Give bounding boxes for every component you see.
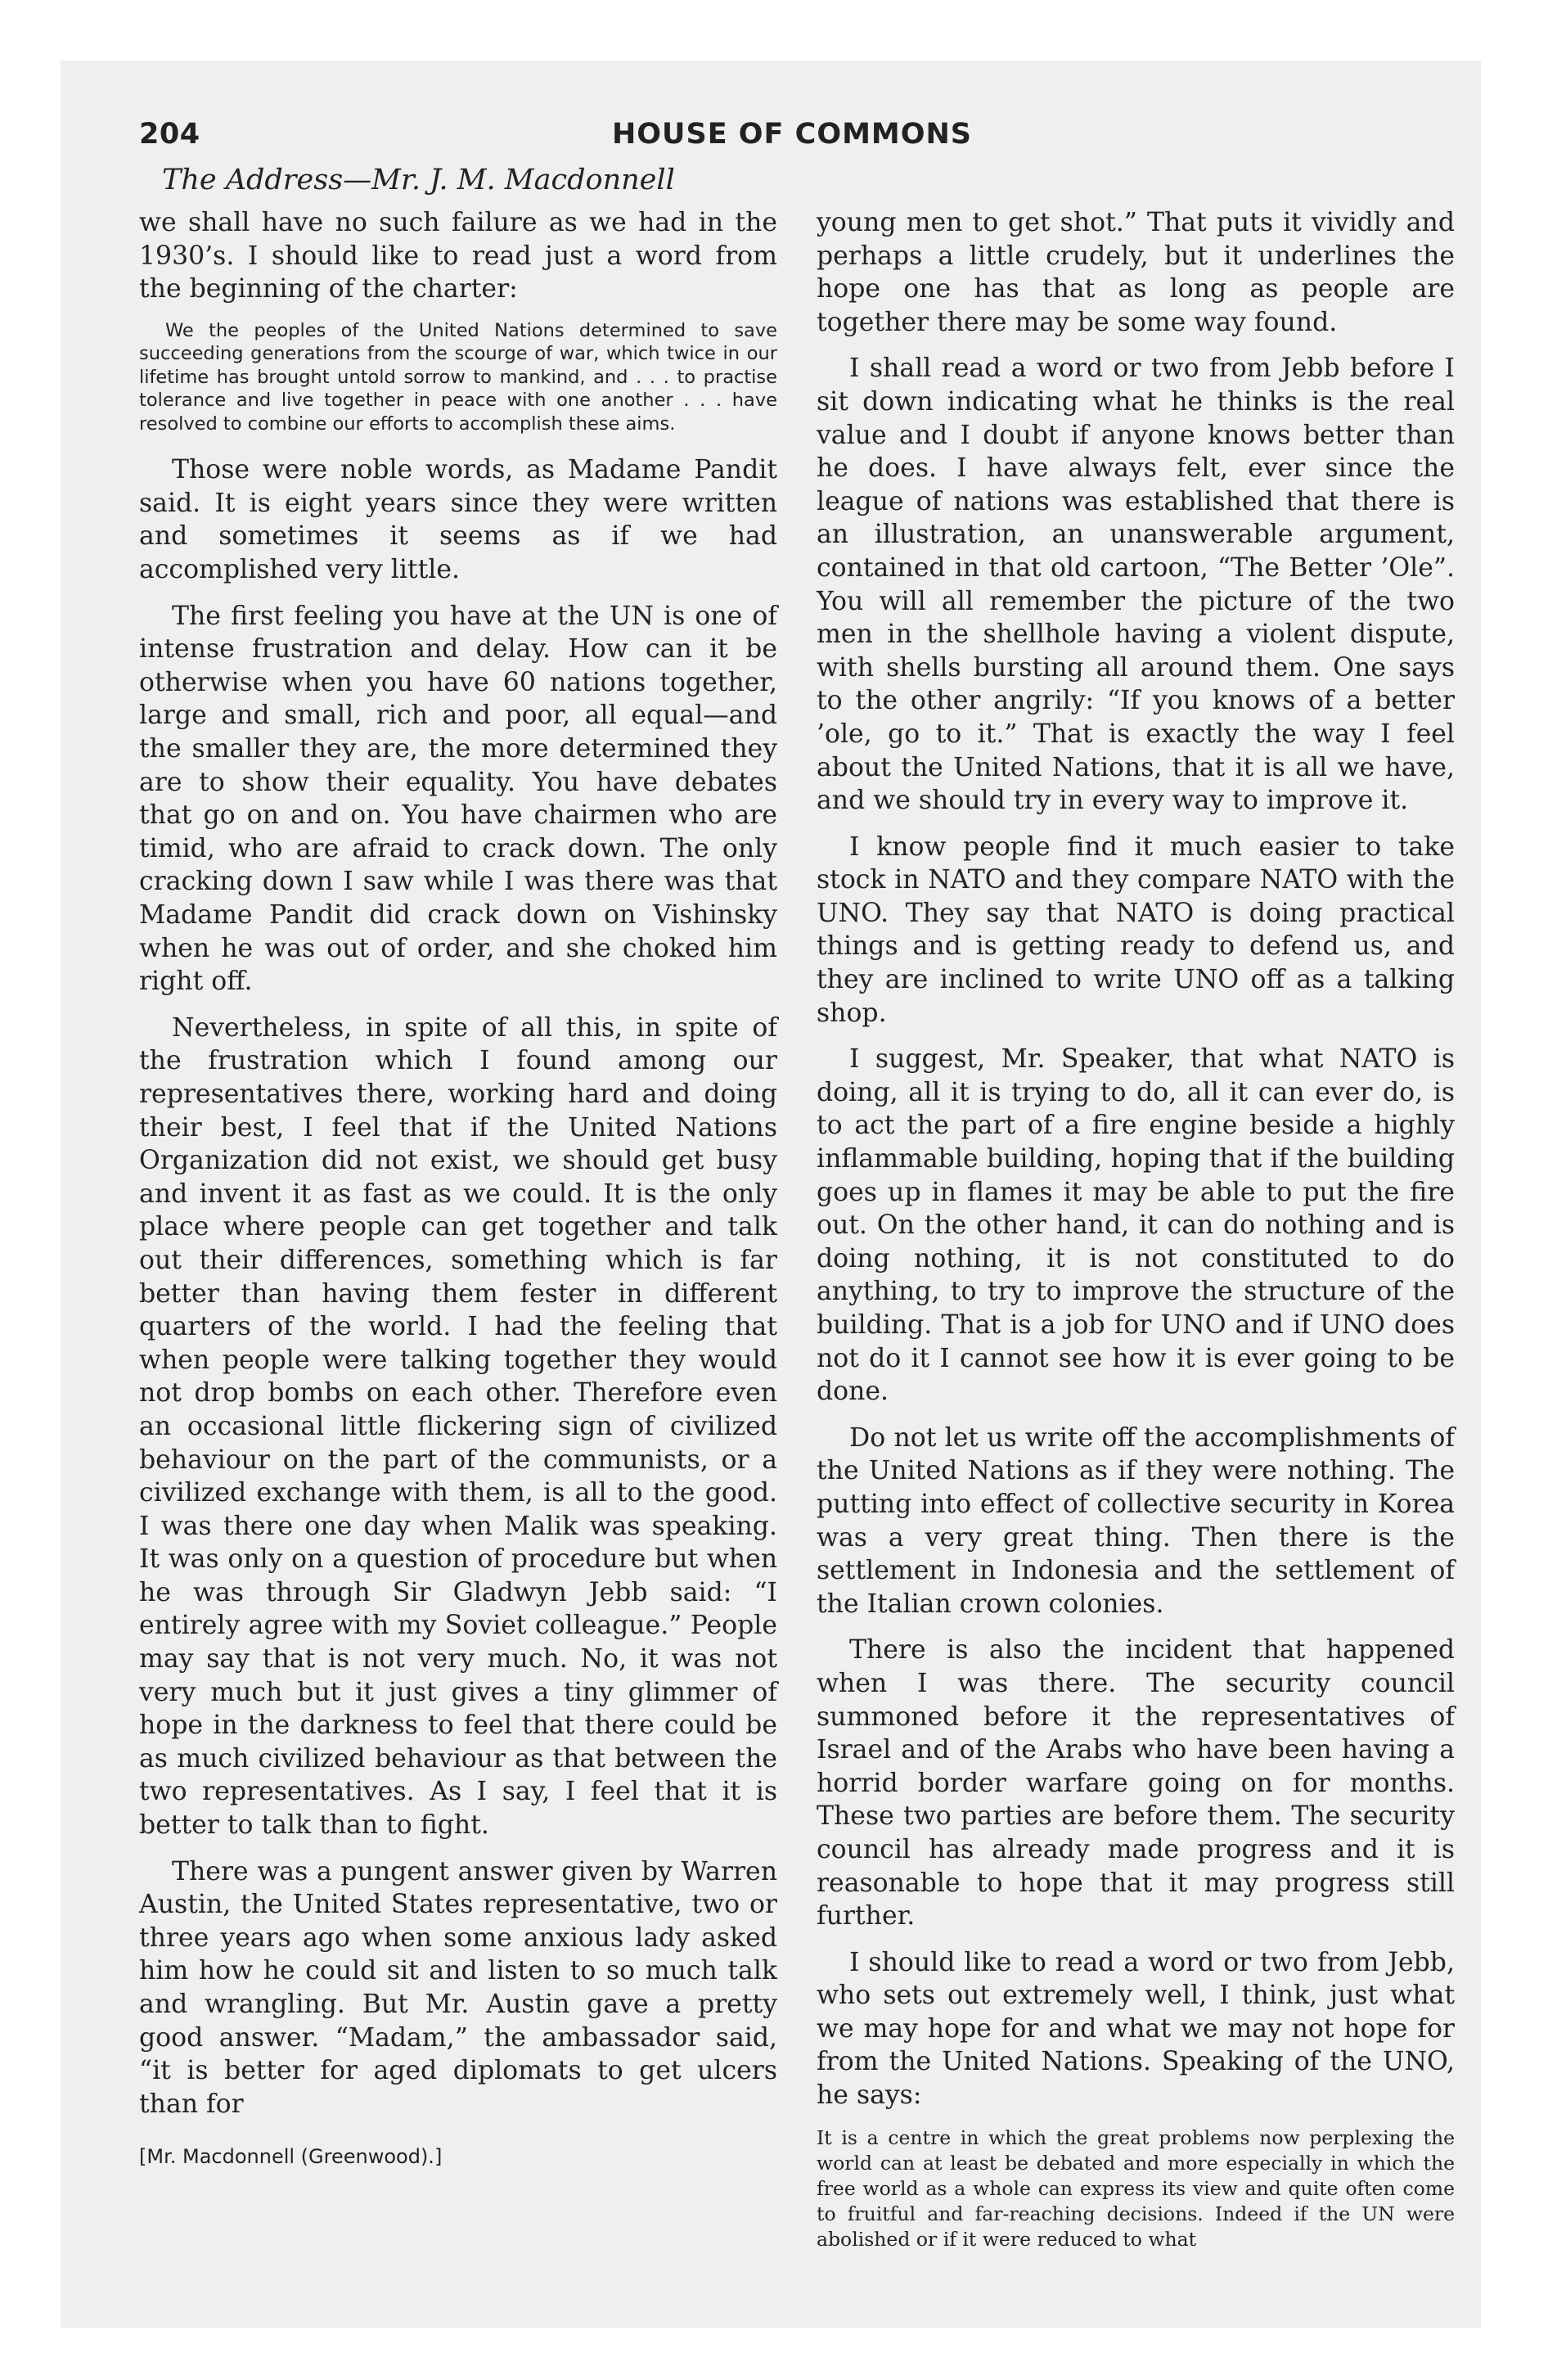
right-column [817,206,1455,2270]
paragraph: The first feeling you have at the UN is one of intense frustration and delay. How can it be otherwise when you have 60 nations together, large and small, rich and poor, all equal—and the smaller they are, the more determined they are to show their equality. You have debates that go on and on. You have chairmen who are timid, who are afraid to crack down. The only cracking down I saw while I was there was that Madame Pandit did crack down on Vishinsky when he was out of order, and she choked him right off. [139,601,777,997]
page-number: 204 [139,118,200,151]
paragraph: Nevertheless, in spite of all this, in spite of the frustration which I found among our representatives there, working hard and doing their best, I feel that if the United Nations Organization did not exist, we should get busy and invent it as fast as we could. It is the only place where people can get together and talk out their differences, something which is far better than having them fester in different quarters of the world. I had the feeling that when people were talking together they would not drop bombs on each other. Therefore even an occasional little flickering sign of civilized behaviour on the part of the communists, or a civilized exchange with them, is all to the good. I was there one day when Malik was speaking. It was only on a question of procedure but when he was through Sir Gladwyn Jebb said: “I entirely agree with my Soviet colleague.” People may say that is not very much. No, it was not very much but it just gives a tiny glimmer of hope in the darkness to feel that there could be as much civilized behaviour as that between the two representatives. As I say, I feel that it is better to talk than to fight. [139,1012,777,1841]
paragraph: I suggest, Mr. Speaker, that what NATO is doing, all it is trying to do, all it can ever do, is to act the part of a fire engine beside a highly inflammable building, hoping that if the building goes up in flames it may be able to put the fire out. On the other hand, it can do nothing and is doing nothing, it is not constituted to do anything, to try to improve the structure of the building. That is a job for UNO and if UNO does not do it I cannot see how it is ever going to be done. [817,1044,1455,1407]
block-quote: We the peoples of the United Nations determined to save succeeding generations from the scourge of war, which twice in our lifetime has brought untold sorrow to mankind, and . . . to practise tolerance and live together in peace with one another . . . have resolved to combine our efforts to accomplish these aims. [139,319,777,435]
paragraph: young men to get shot.” That puts it vividly and perhaps a little crudely, but it underlines the hope one has that as long as people are together there may be some way found. [817,208,1455,337]
running-title: HOUSE OF COMMONS [612,118,972,151]
document-page [61,61,1481,2328]
left-column [139,206,777,2168]
paragraph: There was a pungent answer given by Warren Austin, the United States representative, two or three years ago when some anxious lady asked him how he could sit and listen to so much talk and wrangling. But Mr. Austin gave a pretty good answer. “Madam,” the ambassador said, “it is better for aged diplomats to get ulcers than for [139,1856,777,2119]
paragraph: I know people find it much easier to take stock in NATO and they compare NATO with the UNO. They say that NATO is doing practical things and is getting ready to defend us, and they are inclined to write UNO off as a talking shop. [817,832,1455,1028]
page-header [139,118,1445,167]
paragraph: Do not let us write off the accomplishments of the United Nations as if they were nothing. The putting into effect of collective security in Korea was a very great thing. Then there is the settlement in Indonesia and the settlement of the Italian crown colonies. [817,1422,1455,1619]
paragraph: Those were noble words, as Madame Pandit said. It is eight years since they were written and sometimes it seems as if we had accomplished very little. [139,455,777,585]
paragraph: I should like to read a word or two from Jebb, who sets out extremely well, I think, just what we may hope for and what we may not hope for from the United Nations. Speaking of the UNO, he says: [817,1947,1455,2111]
block-quote: It is a centre in which the great problems now perplexing the world can at least be debated and more especially in which the free world as a whole can express its view and quite often come to fruitful and far-reaching decisions. Indeed if the UN were abolished or if it were reduced to what [817,2125,1455,2251]
section-heading: The Address—Mr. J. M. Macdonnell [162,164,675,196]
speaker-footnote: [Mr. Macdonnell (Greenwood).] [139,2145,443,2169]
paragraph: we shall have no such failure as we had in the 1930’s. I should like to read just a word from the beginning of the charter: [139,208,777,304]
paragraph: I shall read a word or two from Jebb before I sit down indicating what he thinks is the real value and I doubt if anyone knows better than he does. I have always felt, ever since the league of nations was established that there is an illustration, an unanswerable argument, contained in that old cartoon, “The Better ’Ole”. You will all remember the picture of the two men in the shellhole having a violent dispute, with shells bursting all around them. One says to the other angrily: “If you knows of a better ’ole, go to it.” That is exactly the way I feel about the United Nations, that it is all we have, and we should try in every way to improve it. [817,354,1455,816]
paragraph: There is also the incident that happened when I was there. The security council summoned before it the representatives of Israel and of the Arabs who have been having a horrid border warfare going on for months. These two parties are before them. The security council has already made progress and it is reasonable to hope that it may progress still further. [817,1635,1455,1931]
